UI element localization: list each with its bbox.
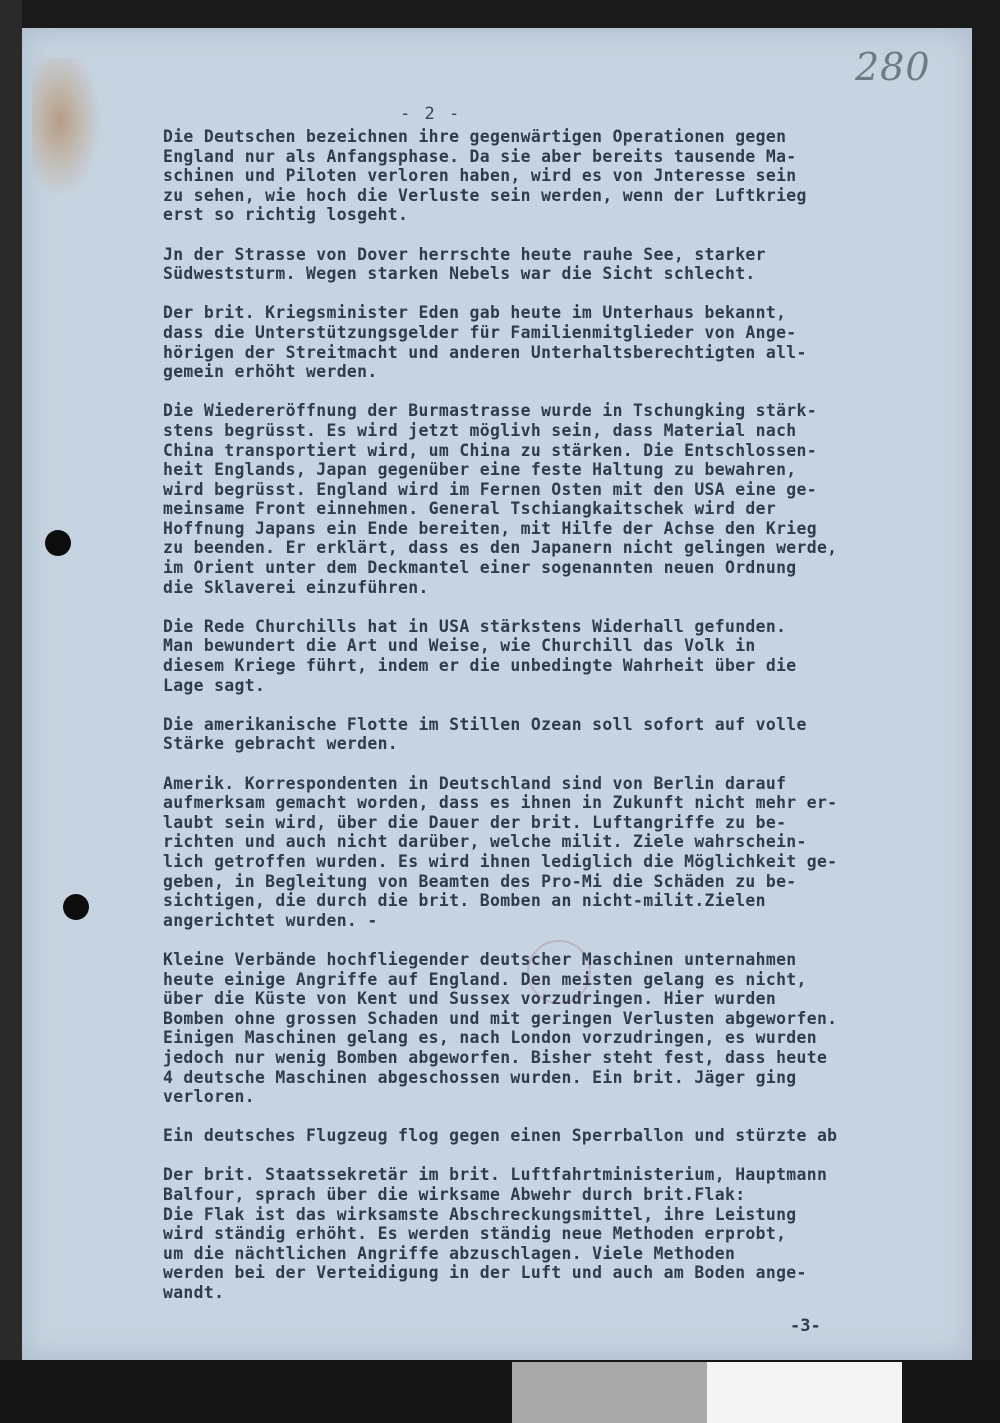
- text-line: meinsame Front einnehmen. General Tschiangkaitschek wird der: [163, 499, 777, 519]
- paragraph: [163, 774, 953, 931]
- paragraph: [163, 1165, 953, 1302]
- text-line: Amerik. Korrespondenten in Deutschland sind von Berlin darauf: [163, 773, 787, 793]
- text-line: Man bewundert die Art und Weise, wie Churchill das Volk in: [163, 636, 756, 656]
- handwritten-page-mark: 280: [855, 45, 931, 89]
- text-line: Stärke gebracht werden.: [163, 734, 399, 754]
- text-line: Kleine Verbände hochfliegender deutscher Maschinen unternahmen: [163, 949, 797, 969]
- punch-hole-top: [45, 530, 71, 556]
- text-line: China transportiert wird, um China zu stärken. Die Entschlossen-: [163, 440, 817, 460]
- text-line: Bomben ohne grossen Schaden und mit geringen Verlusten abgeworfen.: [163, 1008, 838, 1028]
- text-line: stens begrüsst. Es wird jetzt möglivh sein, dass Material nach: [163, 420, 797, 440]
- text-line: wird begrüsst. England wird im Fernen Osten mit den USA eine ge-: [163, 479, 817, 499]
- text-line: hörigen der Streitmacht und anderen Unterhaltsberechtigten all-: [163, 342, 807, 362]
- text-line: heute einige Angriffe auf England. Den meisten gelang es nicht,: [163, 969, 807, 989]
- text-line: sichtigen, die durch die brit. Bomben an nicht-milit.Zielen: [163, 891, 766, 911]
- text-line: richten und auch nicht darüber, welche milit. Ziele wahrschein-: [163, 832, 807, 852]
- text-line: lich getroffen wurden. Es wird ihnen lediglich die Möglichkeit ge-: [163, 851, 838, 871]
- text-line: heit Englands, Japan gegenüber eine feste Haltung zu bewahren,: [163, 460, 797, 480]
- rust-stain: [32, 58, 102, 198]
- text-line: erst so richtig losgeht.: [163, 205, 409, 225]
- paragraph: [163, 401, 953, 597]
- text-line: Die Wiedereröffnung der Burmastrasse wurde in Tschungking stärk-: [163, 401, 817, 421]
- text-line: angerichtet wurden. -: [163, 910, 378, 930]
- scan-backdrop-left: [0, 0, 22, 1423]
- text-line: wird ständig erhöht. Es werden ständig neue Methoden erprobt,: [163, 1224, 787, 1244]
- paragraph: [163, 303, 953, 381]
- text-line: schinen und Piloten verloren haben, wird es von Jnteresse sein: [163, 166, 797, 186]
- next-page-mark: -3-: [790, 1316, 821, 1336]
- text-line: Der brit. Kriegsminister Eden gab heute im Unterhaus bekannt,: [163, 303, 787, 323]
- calibration-strip-white: [707, 1362, 902, 1423]
- text-line: Balfour, sprach über die wirksame Abwehr durch brit.Flak:: [163, 1185, 746, 1205]
- text-line: um die nächtlichen Angriffe abzuschlagen. Viele Methoden: [163, 1243, 736, 1263]
- text-line: gemein erhöht werden.: [163, 362, 378, 382]
- text-line: jedoch nur wenig Bomben abgeworfen. Bisher steht fest, dass heute: [163, 1047, 828, 1067]
- text-line: über die Küste von Kent und Sussex vorzudringen. Hier wurden: [163, 989, 777, 1009]
- text-line: England nur als Anfangsphase. Da sie aber bereits tausende Ma-: [163, 146, 797, 166]
- page-number: - 2 -: [400, 104, 462, 124]
- text-line: Lage sagt.: [163, 675, 266, 695]
- text-line: Südweststurm. Wegen starken Nebels war die Sicht schlecht.: [163, 264, 756, 284]
- paragraph: [163, 127, 953, 225]
- text-line: wandt.: [163, 1283, 225, 1303]
- text-line: werden bei der Verteidigung in der Luft und auch am Boden ange-: [163, 1263, 807, 1283]
- text-line: im Orient unter dem Deckmantel einer sogenannten neuen Ordnung: [163, 558, 797, 578]
- paragraph: [163, 715, 953, 754]
- text-line: diesem Kriege führt, indem er die unbedingte Wahrheit über die: [163, 656, 797, 676]
- document-body: [163, 127, 953, 1322]
- text-line: Hoffnung Japans ein Ende bereiten, mit Hilfe der Achse den Krieg: [163, 518, 817, 538]
- text-line: geben, in Begleitung von Beamten des Pro-Mi die Schäden zu be-: [163, 871, 797, 891]
- text-line: zu sehen, wie hoch die Verluste sein werden, wenn der Luftkrieg: [163, 185, 807, 205]
- text-line: 4 deutsche Maschinen abgeschossen wurden. Ein brit. Jäger ging: [163, 1067, 797, 1087]
- text-line: Der brit. Staatssekretär im brit. Luftfahrtministerium, Hauptmann: [163, 1165, 828, 1185]
- text-line: dass die Unterstützungsgelder für Familienmitglieder von Ange-: [163, 322, 797, 342]
- text-line: die Sklaverei einzuführen.: [163, 577, 429, 597]
- text-line: zu beenden. Er erklärt, dass es den Japanern nicht gelingen werde,: [163, 538, 838, 558]
- text-line: aufmerksam gemacht worden, dass es ihnen in Zukunft nicht mehr er-: [163, 793, 838, 813]
- text-line: Die Rede Churchills hat in USA stärkstens Widerhall gefunden.: [163, 616, 787, 636]
- text-line: Die amerikanische Flotte im Stillen Ozean soll sofort auf volle: [163, 714, 807, 734]
- text-line: Ein deutsches Flugzeug flog gegen einen Sperrballon und stürzte ab: [163, 1126, 838, 1146]
- punch-hole-bottom: [63, 894, 89, 920]
- paragraph: [163, 617, 953, 695]
- text-line: Die Flak ist das wirksamste Abschreckungsmittel, ihre Leistung: [163, 1204, 797, 1224]
- calibration-strip-gray: [512, 1362, 707, 1423]
- text-line: Jn der Strasse von Dover herrschte heute rauhe See, starker: [163, 244, 766, 264]
- text-line: Die Deutschen bezeichnen ihre gegenwärtigen Operationen gegen: [163, 127, 787, 146]
- paragraph: [163, 950, 953, 1107]
- text-line: Einigen Maschinen gelang es, nach London vorzudringen, es wurden: [163, 1028, 817, 1048]
- text-line: verloren.: [163, 1087, 255, 1107]
- paragraph: [163, 1126, 953, 1146]
- paragraph: [163, 245, 953, 284]
- text-line: laubt sein wird, über die Dauer der brit. Luftangriffe zu be-: [163, 812, 787, 832]
